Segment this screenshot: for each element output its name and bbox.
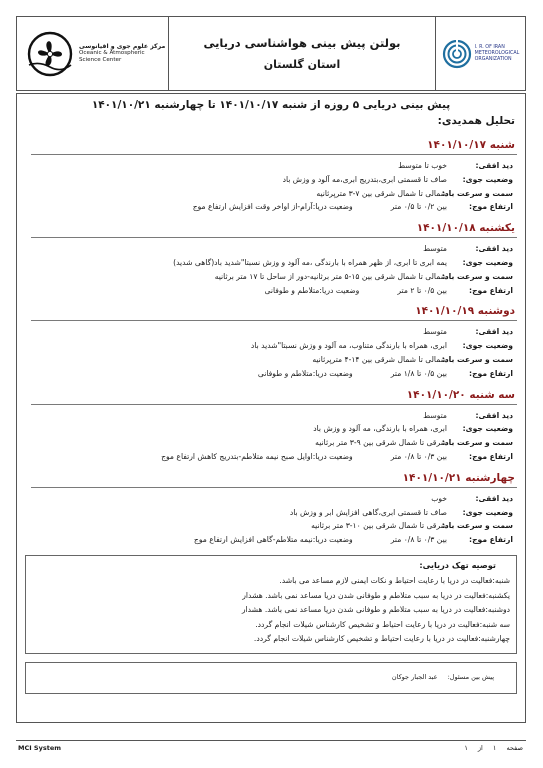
- center-name-fa: مرکز علوم جوی و اقیانوسی: [79, 43, 166, 50]
- advice-line: شنبه:فعالیت در دریا با رعایت احتیاط و نکات ایمنی لازم مساعد می باشد.: [279, 575, 510, 585]
- advice-line: دوشنبه:فعالیت در دریا به سبب متلاطم و طوفانی شدن دریا مساعد نمی باشد. هشدار: [241, 605, 510, 615]
- province-subtitle: استان گلستان: [263, 58, 341, 71]
- day-title: سه شنبه ۱۴۰۱/۱۰/۲۰: [406, 388, 515, 401]
- bulletin-body: [16, 93, 526, 723]
- forecast-days: [17, 131, 525, 547]
- weather-value: صاف تا قسمتی ابری،گاهی افزایش ابر و وزش باد: [289, 507, 447, 517]
- wave-row: [31, 450, 517, 464]
- wave-row: [31, 533, 517, 547]
- weather-label: وضعیت جوی:: [462, 341, 513, 351]
- page-total: ۱: [464, 744, 468, 752]
- forecaster-label: پیش بین مسئول:: [447, 672, 494, 681]
- wave-label: ارتفاع موج:: [469, 368, 513, 378]
- wave-value: بین ۰/۵ تا ۲ متر: [397, 285, 447, 295]
- wave-label: ارتفاع موج:: [469, 202, 513, 212]
- day-title: شنبه ۱۴۰۱/۱۰/۱۷: [427, 139, 515, 151]
- sea-state-value: وضعیت دریا:آرام-از اواخر وقت افزایش ارتفاع موج: [192, 202, 353, 212]
- page-label: صفحه: [506, 744, 523, 752]
- advice-line: چهارشنبه:فعالیت در دریا با رعایت احتیاط و تشخیص کارشناس شیلات انجام گردد.: [253, 634, 510, 644]
- weather-row: [31, 256, 517, 270]
- day-forecast: [31, 297, 517, 380]
- day-header: [31, 214, 517, 238]
- day-forecast: [31, 381, 517, 464]
- page-separator: از: [477, 744, 483, 752]
- forecast-title: پیش بینی دریایی ۵ روزه از شنبه ۱۴۰۱/۱۰/۱۷ تا چهارشنبه ۱۴۰۱/۱۰/۲۱: [91, 99, 451, 111]
- visibility-label: دید افقی:: [475, 161, 513, 170]
- sea-state-value: وضعیت دریا:متلاطم و طوفانی: [264, 285, 360, 295]
- footer-divider: [16, 740, 526, 741]
- visibility-label: دید افقی:: [475, 327, 513, 337]
- visibility-value: متوسط: [423, 410, 447, 420]
- wind-row: [31, 187, 517, 201]
- day-header: [31, 381, 517, 405]
- visibility-value: خوب تا متوسط: [398, 161, 447, 170]
- weather-label: وضعیت جوی:: [462, 257, 513, 267]
- weather-label: وضعیت جوی:: [462, 174, 513, 184]
- advice-line: یکشنبه:فعالیت در دریا به سبب متلاطم و طوفانی شدن دریا مساعد نمی باشد. هشدار: [242, 590, 510, 600]
- weather-row: [31, 339, 517, 353]
- advice-title: توصیه تهک دریایی:: [419, 559, 496, 570]
- visibility-value: متوسط: [423, 244, 447, 254]
- wind-row: [31, 519, 517, 533]
- marine-advice-box: [25, 555, 517, 654]
- center-name-en-2: Science Center: [79, 57, 122, 63]
- day-header: [31, 131, 517, 155]
- wave-row: [31, 284, 517, 298]
- page-number: [456, 744, 523, 752]
- propeller-logo-icon: [27, 31, 73, 77]
- bulletin-title: بولتن پیش بینی هواشناسی دریایی: [203, 36, 401, 50]
- weather-label: وضعیت جوی:: [462, 507, 513, 517]
- wave-value: بین ۰/۲ تا ۰/۵ متر: [390, 202, 447, 212]
- wave-value: بین ۰/۳ تا ۰/۸ متر: [390, 535, 447, 545]
- org-logo: [435, 17, 525, 90]
- wind-label: سمت و سرعت باد:: [441, 188, 513, 198]
- wind-value: شمالی تا شمال شرقی بین ۷-۳ مترپرثانیه: [316, 188, 447, 198]
- advice-line: سه شنبه:فعالیت در دریا با رعایت احتیاط و تشخیص کارشناس شیلات انجام گردد.: [255, 619, 510, 629]
- wind-label: سمت و سرعت باد:: [441, 438, 513, 448]
- weather-row: [31, 422, 517, 436]
- visibility-row: [31, 242, 517, 256]
- wind-row: [31, 353, 517, 367]
- wave-label: ارتفاع موج:: [469, 451, 513, 461]
- header-titles: [169, 17, 435, 90]
- org-line-1: I. R. OF IRAN: [474, 44, 505, 50]
- wave-row: [31, 200, 517, 214]
- wind-label: سمت و سرعت باد:: [441, 521, 513, 531]
- visibility-row: [31, 409, 517, 423]
- visibility-label: دید افقی:: [475, 410, 513, 420]
- page-current: ۱: [492, 744, 497, 752]
- day-header: [31, 464, 517, 488]
- wind-value: شمالی تا شمال شرقی بین ۱۵-۵ متر برثانیه-دور از ساحل تا ۱۷ متر برثانیه: [214, 271, 447, 281]
- center-logo: [17, 17, 169, 90]
- forecaster-name: عبد الجبار جوکان: [391, 672, 438, 681]
- center-logo-text: [79, 43, 165, 64]
- org-line-3: ORGANIZATION: [474, 56, 512, 62]
- bulletin-header: [16, 16, 526, 91]
- wind-label: سمت و سرعت باد:: [441, 354, 513, 364]
- weather-label: وضعیت جوی:: [462, 424, 513, 434]
- day-title: چهارشنبه ۱۴۰۱/۱۰/۲۱: [402, 471, 515, 484]
- visibility-value: خوب: [431, 493, 447, 503]
- day-forecast: [31, 214, 517, 297]
- meteorological-organization-logo-icon: [442, 39, 472, 69]
- weather-value: ابری، همراه با بارندگی متناوب، مه آلود و وزش نسبتا"شدید باد: [250, 341, 447, 351]
- system-name: MCI System: [18, 744, 61, 752]
- sea-state-value: وضعیت دریا:نیمه متلاطم-گاهی افزایش ارتفاع موج: [193, 535, 353, 545]
- wind-value: شرقی تا شمال شرقی بین ۹-۳ متر برثانیه: [315, 438, 447, 448]
- sea-state-value: وضعیت دریا:اوایل صبح نیمه متلاطم-بتدریج کاهش ارتفاع موج: [161, 451, 353, 461]
- wind-row: [31, 270, 517, 284]
- visibility-row: [31, 325, 517, 339]
- day-title: یکشنبه ۱۴۰۱/۱۰/۱۸: [416, 222, 515, 235]
- wind-label: سمت و سرعت باد:: [441, 271, 513, 281]
- visibility-label: دید افقی:: [475, 244, 513, 254]
- visibility-value: متوسط: [423, 327, 447, 337]
- wave-row: [31, 367, 517, 381]
- day-title: دوشنبه ۱۴۰۱/۱۰/۱۹: [415, 305, 515, 318]
- visibility-row: [31, 492, 517, 506]
- wind-value: شمالی تا شمال شرقی بین ۱۴-۴ مترپرثانیه: [312, 354, 447, 364]
- day-header: [31, 297, 517, 321]
- day-forecast: [31, 464, 517, 547]
- visibility-row: [31, 159, 517, 173]
- wave-value: بین ۰/۳ تا ۰/۸ متر: [390, 451, 447, 461]
- day-forecast: [31, 131, 517, 214]
- wind-row: [31, 436, 517, 450]
- weather-value: ابری، همراه با بارندگی، مه آلود و وزش باد: [313, 424, 447, 434]
- wave-label: ارتفاع موج:: [469, 285, 513, 295]
- synoptic-analysis-title: تحلیل همدیدی:: [437, 115, 515, 127]
- weather-value: یمه ابری تا ابری، از ظهر همراه با بارندگی ،مه آلود و وزش نسبتا"شدید باد(گاهی شدید): [173, 257, 447, 267]
- wave-label: ارتفاع موج:: [469, 535, 513, 545]
- weather-row: [31, 173, 517, 187]
- center-name-en-1: Oceanic & Atmospheric: [79, 50, 145, 56]
- weather-value: صاف تا قسمتی ابری،بتدریج ابری،مه آلود و وزش باد: [282, 174, 447, 184]
- org-logo-text: [475, 45, 520, 63]
- sea-state-value: وضعیت دریا:متلاطم و طوفانی: [257, 368, 353, 378]
- forecaster-box: [25, 662, 517, 694]
- wind-value: شرقی تا شمال شرقی بین ۱۰-۳ متر برثانیه: [311, 521, 447, 531]
- wave-value: بین ۰/۵ تا ۱/۸ متر: [390, 368, 447, 378]
- org-line-2: METEOROLOGICAL: [474, 50, 520, 56]
- weather-row: [31, 506, 517, 520]
- visibility-label: دید افقی:: [475, 493, 513, 503]
